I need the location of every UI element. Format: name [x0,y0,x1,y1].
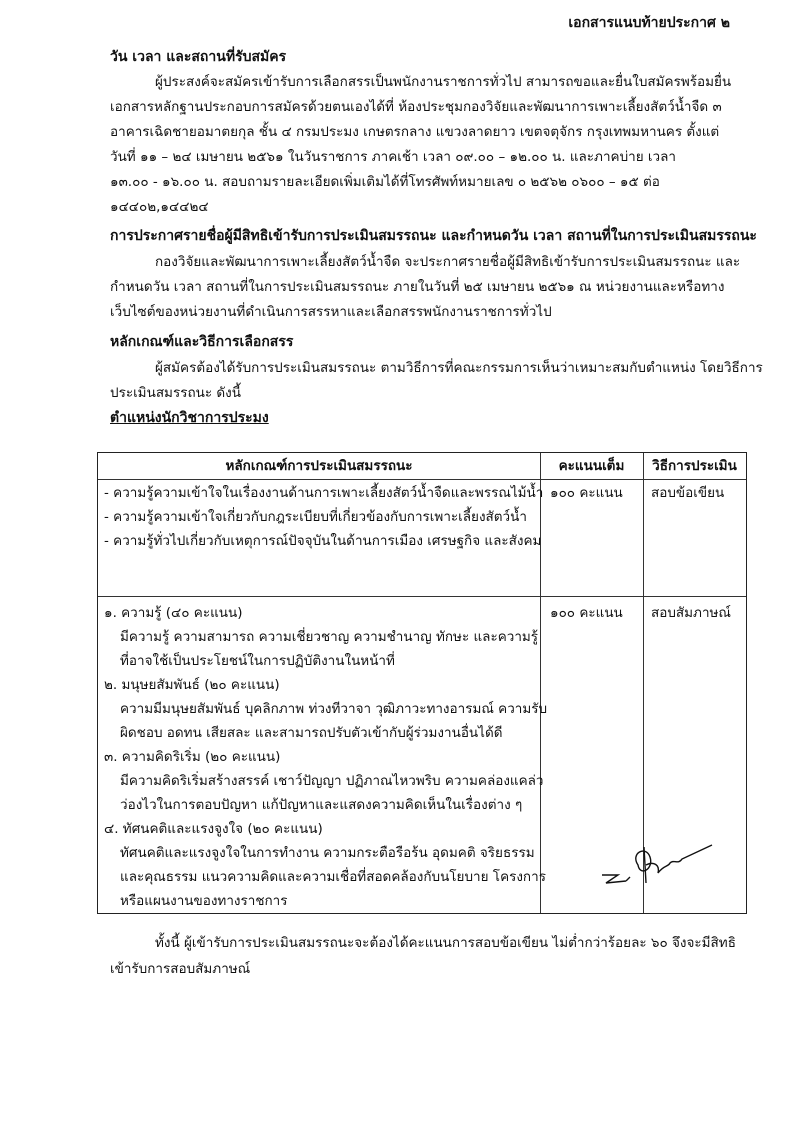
paragraph-line: ๑๔๔๐๒,๑๔๔๒๔ [110,199,209,215]
criteria-detail: มีความรู้ ความสามารถ ความเชี่ยวชาญ ความชำนาญ ทักษะ และความรู้ [120,629,539,645]
paragraph-line: กองวิจัยและพัฒนาการเพาะเลี้ยงสัตว์น้ำจืด จะประกาศรายชื่อผู้มีสิทธิเข้ารับการประเมินสมรรถนะ และ [155,254,741,270]
footer-note-line: เข้ารับการสอบสัมภาษณ์ [110,961,251,977]
method-value: สอบข้อเขียน [651,485,725,501]
footer-note-line: ทั้งนี้ ผู้เข้ารับการประเมินสมรรถนะจะต้องได้คะแนนการสอบข้อเขียน ไม่ต่ำกว่าร้อยละ ๖๐ จึงจะมีสิทธิ [155,935,736,951]
paragraph-line: เอกสารหลักฐานประกอบการสมัครด้วยตนเองได้ที่ ห้องประชุมกองวิจัยและพัฒนาการเพาะเลี้ยงสัตว์น้ำจืด ๓ [110,99,722,115]
paragraph-line: ผู้สมัครต้องได้รับการประเมินสมรรถนะ ตามวิธีการที่คณะกรรมการเห็นว่าเหมาะสมกับตำแหน่ง โดยวิธีการ [155,360,763,376]
paragraph-line: ประเมินสมรรถนะ ดังนี้ [110,385,241,401]
paragraph-line: วันที่ ๑๑ – ๒๔ เมษายน ๒๕๖๑ ในวันราชการ ภาคเช้า เวลา ๐๙.๐๐ – ๑๒.๐๐ น. และภาคบ่าย เวลา [110,149,676,165]
paragraph-line: กำหนดวัน เวลา สถานที่ในการประเมินสมรรถนะ ภายในวันที่ ๒๕ เมษายน ๒๕๖๑ ณ หน่วยงานและหรือทาง [110,279,725,295]
row-divider [98,596,746,597]
criteria-detail: ผิดชอบ อดทน เสียสละ และสามารถปรับตัวเข้ากับผู้ร่วมงานอื่นได้ดี [120,725,503,741]
criteria-item-human-relations: ๒. มนุษยสัมพันธ์ (๒๐ คะแนน) [104,677,280,693]
criteria-detail: ที่อาจใช้เป็นประโยชน์ในการปฏิบัติงานในหน้าที่ [120,653,395,669]
section-heading-application-schedule: วัน เวลา และสถานที่รับสมัคร [110,49,287,65]
paragraph-line: ๑๓.๐๐ - ๑๖.๐๐ น. สอบถามรายละเอียดเพิ่มเติมได้ที่โทรศัพท์หมายเลข ๐ ๒๕๖๒ ๐๖๐๐ – ๑๕ ต่อ [110,174,660,190]
paragraph-line: อาคารเฉิดชายอมาตยกุล ชั้น ๔ กรมประมง เกษตรกลาง แขวงลาดยาว เขตจตุจักร กรุงเทพมหานคร ตั้งแต่ [110,124,720,140]
criteria-detail: มีความคิดริเริ่มสร้างสรรค์ เชาว์ปัญญา ปฏิภาณไหวพริบ ความคล่องแคล่ว [120,773,544,789]
criteria-item: - ความรู้ทั่วไปเกี่ยวกับเหตุการณ์ปัจจุบันในด้านการเมือง เศรษฐกิจ และสังคม [104,533,542,549]
document-reference: เอกสารแนบท้ายประกาศ ๒ [568,15,730,31]
header-method: วิธีการประเมิน [652,458,737,474]
header-full-score: คะแนนเต็ม [558,458,625,474]
criteria-item: - ความรู้ความเข้าใจในเรื่องงานด้านการเพาะเลี้ยงสัตว์น้ำจืดและพรรณไม้น้ำ [104,485,544,501]
criteria-detail: และคุณธรรม แนวความคิดและความเชื่อที่สอดคล้องกับนโยบาย โครงการ [120,869,546,885]
criteria-detail: ทัศนคติและแรงจูงใจในการทำงาน ความกระตือรือร้น อุดมคติ จริยธรรม [120,845,535,861]
column-divider [540,453,541,913]
paragraph-line: ผู้ประสงค์จะสมัครเข้ารับการเลือกสรรเป็นพนักงานราชการทั่วไป สามารถขอและยื่นใบสมัครพร้อมยื่น [155,74,732,90]
position-title: ตำแหน่งนักวิชาการประมง [110,410,269,426]
signature-icon [600,835,715,895]
criteria-detail: หรือแผนงานของทางราชการ [120,893,288,909]
criteria-item-initiative: ๓. ความคิดริเริ่ม (๒๐ คะแนน) [104,749,281,765]
section-heading-selection-criteria: หลักเกณฑ์และวิธีการเลือกสรร [110,334,294,350]
header-criteria: หลักเกณฑ์การประเมินสมรรถนะ [225,458,413,474]
paragraph-line: เว็บไซต์ของหน่วยงานที่ดำเนินการสรรหาและเลือกสรรพนักงานราชการทั่วไป [110,304,552,320]
criteria-item-knowledge: ๑. ความรู้ (๔๐ คะแนน) [104,605,243,621]
full-score-value: ๑๐๐ คะแนน [550,605,623,621]
method-value: สอบสัมภาษณ์ [651,605,731,621]
criteria-item-attitude: ๔. ทัศนคติและแรงจูงใจ (๒๐ คะแนน) [104,821,323,837]
criteria-detail: ความมีมนุษยสัมพันธ์ บุคลิกภาพ ท่วงทีวาจา วุฒิภาวะทางอารมณ์ ความรับ [120,701,548,717]
full-score-value: ๑๐๐ คะแนน [550,485,623,501]
criteria-item: - ความรู้ความเข้าใจเกี่ยวกับกฎระเบียบที่เกี่ยวข้องกับการเพาะเลี้ยงสัตว์น้ำ [104,509,527,525]
criteria-detail: ว่องไวในการตอบปัญหา แก้ปัญหาและแสดงความคิดเห็นในเรื่องต่าง ๆ [120,797,523,813]
section-heading-candidate-announcement: การประกาศรายชื่อผู้มีสิทธิเข้ารับการประเมินสมรรถนะ และกำหนดวัน เวลา สถานที่ในการประเมินสมรรถนะ [110,228,757,244]
header-divider [98,479,746,480]
